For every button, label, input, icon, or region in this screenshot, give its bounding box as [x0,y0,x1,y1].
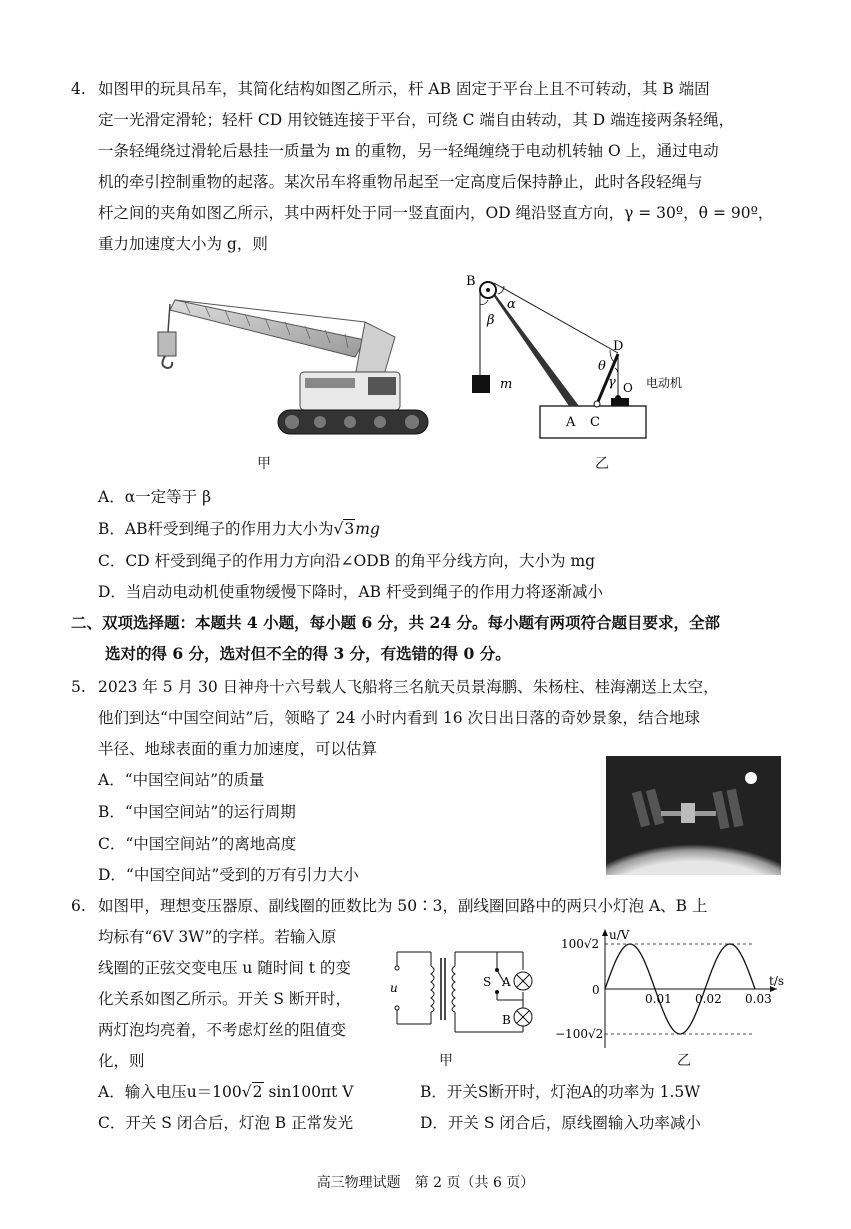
label-m: m [500,377,513,392]
label-gamma: γ [608,375,616,390]
q6-number: 6. [71,897,86,915]
q6-fig-jia-caption: 甲 [439,1053,453,1069]
q6-text-line-3: 线圈的正弦交变电压 u 随时间 t 的变 [98,959,351,977]
q4-text-line-3: 一条轻绳绕过滑轮后悬挂一质量为 m 的重物，另一轻绳缠绕于电动机转轴 O 上，通过电动 [98,142,719,160]
section2-heading-line-1: 二、双项选择题：本题共 4 小题，每小题 6 分，共 24 分。每小题有两项符合题目要求，全部 [71,613,721,632]
label-O: O [623,381,633,395]
q6-first-line: 如图甲，理想变压器原、副线圈的匝数比为 50∶3，副线圈回路中的两只小灯泡 A、B 上 [98,897,708,915]
q6-option-a [98,1081,353,1103]
q4-text-line-5: 杆之间的夹角如图乙所示，其中两杆处于同一竖直面内，OD 绳沿竖直方向，γ = 30º，θ = 90º， [98,204,774,222]
q5-option-b: B．“中国空间站”的运行周期 [98,803,296,821]
q6-fig-yi-caption: 乙 [677,1053,691,1069]
q5-number: 5. [71,678,86,696]
q4-fig-yi-caption: 乙 [595,456,609,472]
sqrt-sign: √ [333,520,344,538]
label-D: D [613,339,624,354]
q5-text-line-2: 他们到达“中国空间站”后，领略了 24 小时内看到 16 次日出日落的奇妙景象，结合地球 [98,709,701,727]
label-beta: β [487,313,495,328]
q5-option-d: D．“中国空间站”受到的万有引力大小 [98,866,359,884]
q4-text-line-2: 定一光滑定滑轮；轻杆 CD 用铰链连接于平台，可绕 C 端自由转动，其 D 端连接两条轻绳， [98,111,735,129]
q6-option-a-prefix: A．输入电压u＝100 [98,1083,242,1101]
q4-text-line-4: 机的牵引控制重物的起落。某次吊车将重物吊起至一定高度后保持静止，此时各段轻绳与 [98,173,703,191]
label-alpha: α [507,297,516,312]
page-footer: 高三物理试题 第 2 页（共 6 页） [316,1175,535,1191]
label-lamp-A: A [502,975,511,989]
crane-photo [150,282,435,442]
label-lamp-B: B [502,1013,511,1027]
label-A: A [566,415,576,430]
q4-text-line-6: 重力加速度大小为 g，则 [98,235,268,253]
x-axis-label: t/s [769,974,785,988]
q4-number: 4. [71,80,86,98]
label-motor: 电动机 [646,376,683,390]
voltage-chart [545,925,790,1053]
sqrt-sign: √ [241,1083,252,1101]
q6-text-line-4: 化关系如图乙所示。开关 S 断开时， [98,990,351,1008]
q6-option-d: D．开关 S 闭合后，原线圈输入功率减小 [420,1114,701,1132]
x-tick-label: 0.02 [695,992,722,1006]
q4-text-line-1: 如图甲的玩具吊车，其简化结构如图乙所示，杆 AB 固定于平台上且不可转动，其 B 端固 [98,80,710,98]
label-B: B [466,274,476,289]
y-axis-label: u/V [609,928,630,942]
q6-option-b: B．开关S断开时，灯泡A的功率为 1.5W [420,1083,701,1101]
label-S: S [483,975,492,989]
q5-option-a: A．“中国空间站”的质量 [98,771,265,789]
label-theta: θ [598,359,606,374]
q6-option-a-root: 2 [252,1083,263,1101]
q5-option-c: C．“中国空间站”的离地高度 [98,835,297,853]
q6-text-line-6: 化，则 [98,1052,145,1070]
q4-option-d: D．当启动电动机使重物缓慢下降时，AB 杆受到绳子的作用力将逐渐减小 [98,583,603,601]
q6-option-a-suffix: sin100πt V [263,1083,354,1101]
q5-text-line-1: 2023 年 5 月 30 日神舟十六号载人飞船将三名航天员景海鹏、朱杨柱、桂海潮送上太空， [98,678,719,696]
q4-fig-jia-caption: 甲 [257,456,271,472]
q4-option-b-prefix: B．AB杆受到绳子的作用力大小为 [98,520,334,538]
y-axis-arrow [602,929,608,936]
transformer-circuit [385,940,545,1045]
q5-text-line-3: 半径、地球表面的重力加速度，可以估算 [98,740,378,758]
q4-option-b [98,518,380,540]
q4-option-b-root: 3 [344,520,355,538]
label-C: C [590,415,600,430]
q4-option-a: A．α一定等于 β [98,488,212,506]
q6-text-line-2: 均标有“6V 3W”的字样。若输入原 [98,928,337,946]
x-tick-label: 0.01 [645,992,672,1006]
y-tick-label: 100√2 [561,937,600,951]
q4-option-b-suffix: mg [355,520,380,538]
y-tick-label: −100√2 [555,1027,604,1041]
q4-option-c: C．CD 杆受到绳子的作用力方向沿∠ODB 的角平分线方向，大小为 mg [98,552,596,570]
space-station-photo [606,756,781,875]
section2-heading-line-2: 选对的得 6 分，选对但不全的得 3 分，有选错的得 0 分。 [105,644,511,663]
q6-text-line-5: 两灯泡均亮着，不考虑灯丝的阻值变 [98,1021,347,1039]
x-tick-label: 0.03 [745,992,772,1006]
label-u: u [390,981,398,995]
crane-diagram [458,268,708,448]
origin-label: 0 [592,983,600,997]
q6-option-c: C．开关 S 闭合后，灯泡 B 正常发光 [98,1114,354,1132]
